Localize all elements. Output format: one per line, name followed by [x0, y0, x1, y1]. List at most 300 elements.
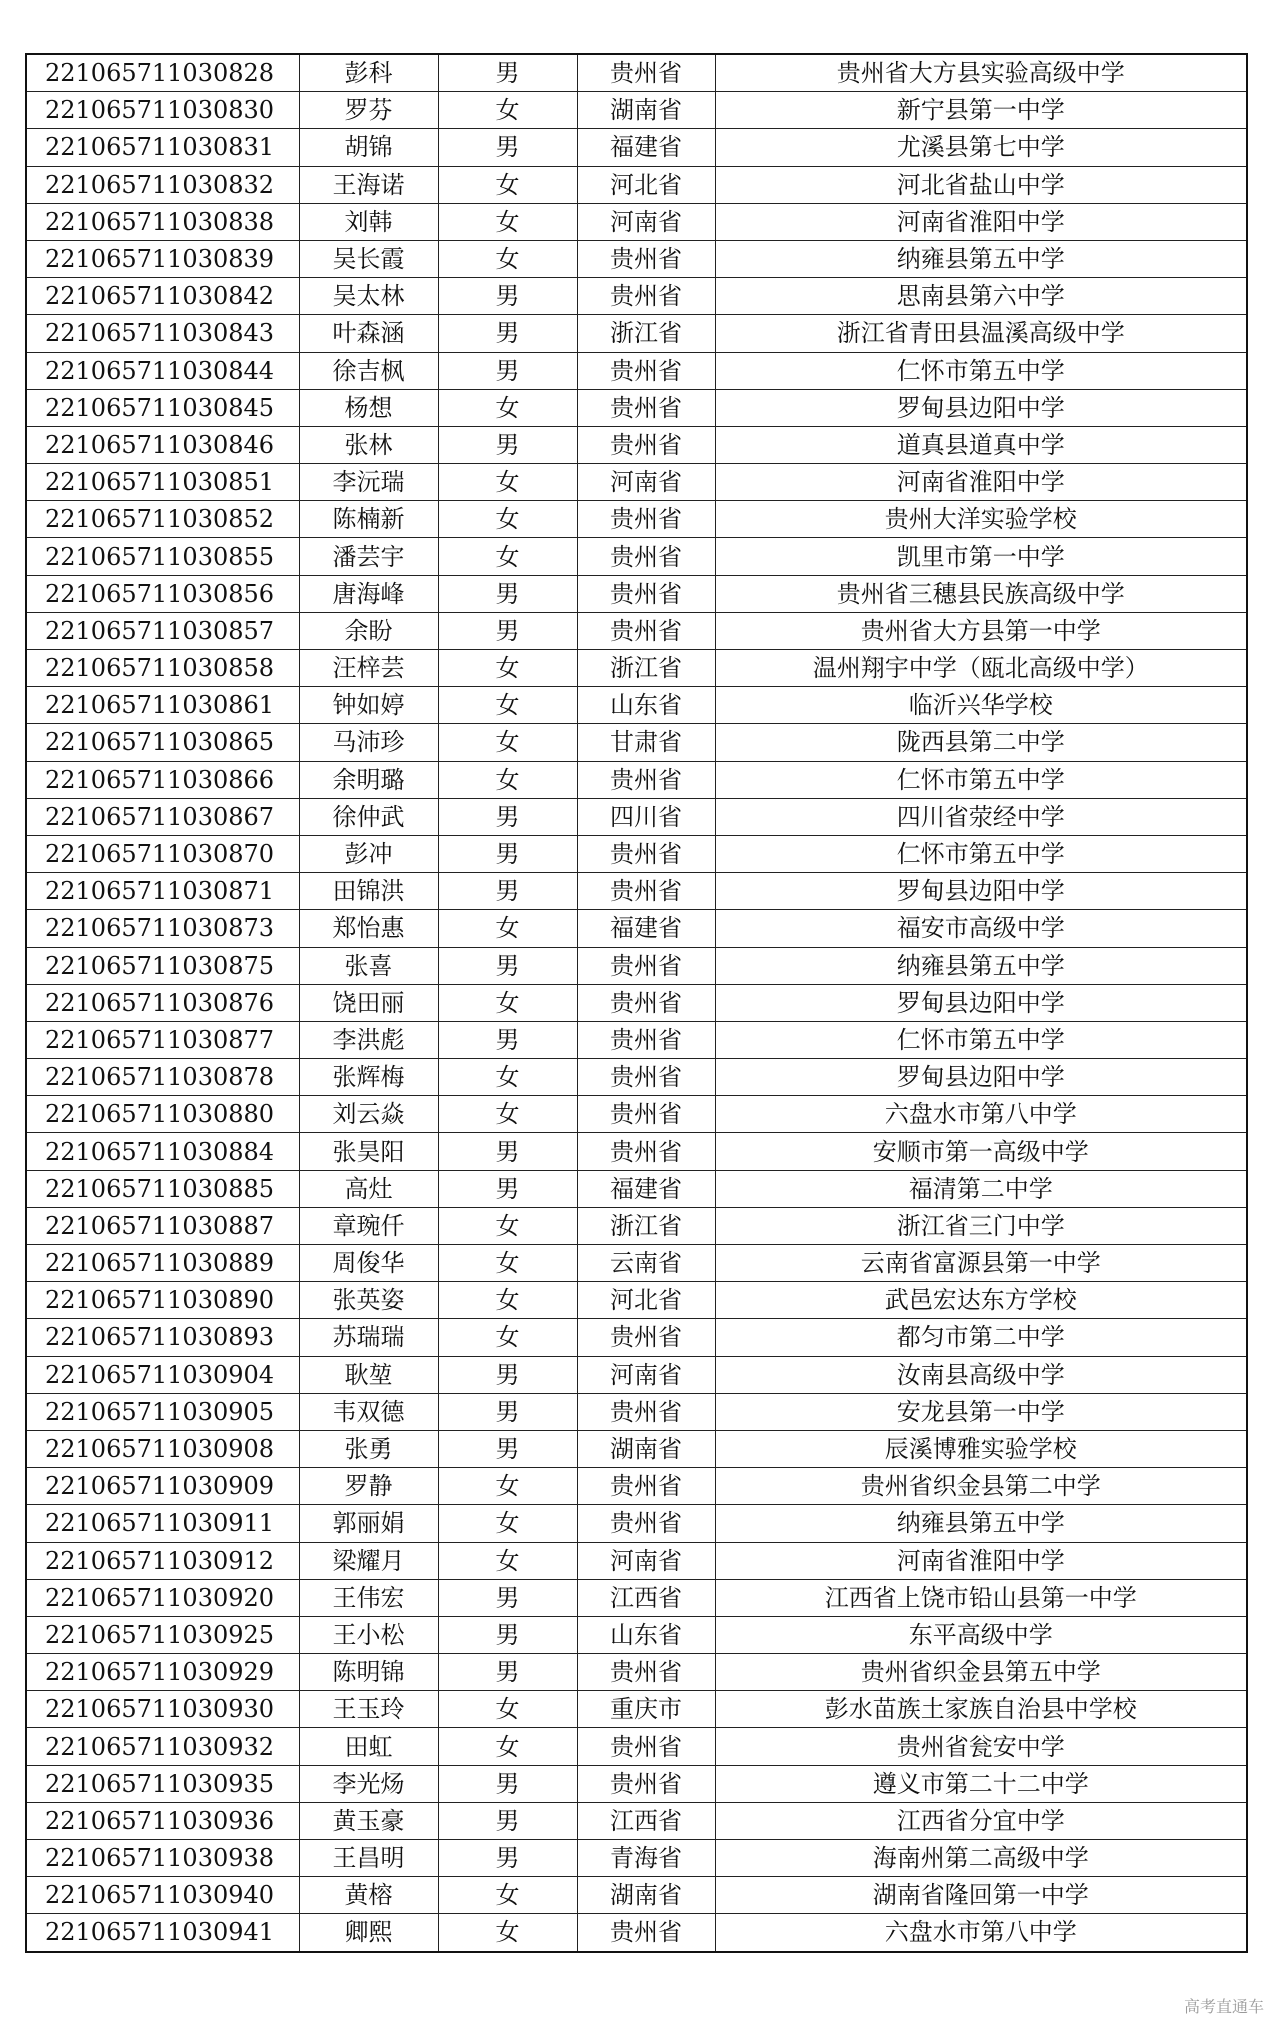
- table-row: [26, 1207, 1247, 1244]
- gender-cell: 男: [438, 315, 577, 352]
- school-cell: 武邑宏达东方学校: [715, 1282, 1247, 1319]
- province-cell: 贵州省: [577, 1021, 715, 1058]
- candidate-id-cell: 221065711030852: [26, 501, 299, 538]
- candidate-id-cell: 221065711030867: [26, 798, 299, 835]
- school-cell: 临沂兴华学校: [715, 687, 1247, 724]
- table-row: [26, 166, 1247, 203]
- name-cell: 高灶: [299, 1170, 438, 1207]
- table-row: [26, 1319, 1247, 1356]
- province-cell: 浙江省: [577, 650, 715, 687]
- name-cell: 周俊华: [299, 1245, 438, 1282]
- table-row: [26, 1802, 1247, 1839]
- table-row: [26, 1654, 1247, 1691]
- name-cell: 罗静: [299, 1468, 438, 1505]
- table-row: [26, 761, 1247, 798]
- school-cell: 东平高级中学: [715, 1616, 1247, 1653]
- candidate-id-cell: 221065711030861: [26, 687, 299, 724]
- candidate-id-cell: 221065711030912: [26, 1542, 299, 1579]
- school-cell: 仁怀市第五中学: [715, 761, 1247, 798]
- name-cell: 钟如婷: [299, 687, 438, 724]
- table-row: [26, 1468, 1247, 1505]
- name-cell: 罗芬: [299, 92, 438, 129]
- gender-cell: 女: [438, 240, 577, 277]
- gender-cell: 女: [438, 1282, 577, 1319]
- name-cell: 潘芸宇: [299, 538, 438, 575]
- candidate-id-cell: 221065711030938: [26, 1840, 299, 1877]
- province-cell: 贵州省: [577, 352, 715, 389]
- gender-cell: 男: [438, 129, 577, 166]
- province-cell: 浙江省: [577, 1207, 715, 1244]
- gender-cell: 男: [438, 1654, 577, 1691]
- name-cell: 唐海峰: [299, 575, 438, 612]
- school-cell: 贵州省大方县第一中学: [715, 612, 1247, 649]
- admission-table-body: [26, 54, 1247, 1952]
- name-cell: 郭丽娟: [299, 1505, 438, 1542]
- table-row: [26, 240, 1247, 277]
- candidate-id-cell: 221065711030846: [26, 426, 299, 463]
- candidate-id-cell: 221065711030890: [26, 1282, 299, 1319]
- school-cell: 纳雍县第五中学: [715, 1505, 1247, 1542]
- school-cell: 道真县道真中学: [715, 426, 1247, 463]
- school-cell: 六盘水市第八中学: [715, 1914, 1247, 1952]
- candidate-id-cell: 221065711030930: [26, 1691, 299, 1728]
- province-cell: 贵州省: [577, 1468, 715, 1505]
- gender-cell: 男: [438, 612, 577, 649]
- province-cell: 河南省: [577, 203, 715, 240]
- gender-cell: 男: [438, 1579, 577, 1616]
- table-row: [26, 910, 1247, 947]
- table-row: [26, 315, 1247, 352]
- school-cell: 河南省淮阳中学: [715, 1542, 1247, 1579]
- province-cell: 贵州省: [577, 426, 715, 463]
- table-row: [26, 501, 1247, 538]
- name-cell: 彭冲: [299, 835, 438, 872]
- candidate-id-cell: 221065711030832: [26, 166, 299, 203]
- school-cell: 罗甸县边阳中学: [715, 1059, 1247, 1096]
- name-cell: 苏瑞瑞: [299, 1319, 438, 1356]
- name-cell: 卿熙: [299, 1914, 438, 1952]
- gender-cell: 男: [438, 1170, 577, 1207]
- table-row: [26, 1728, 1247, 1765]
- school-cell: 仁怀市第五中学: [715, 1021, 1247, 1058]
- gender-cell: 男: [438, 575, 577, 612]
- gender-cell: 女: [438, 910, 577, 947]
- candidate-id-cell: 221065711030873: [26, 910, 299, 947]
- school-cell: 汝南县高级中学: [715, 1356, 1247, 1393]
- name-cell: 田锦洪: [299, 873, 438, 910]
- gender-cell: 女: [438, 1245, 577, 1282]
- school-cell: 河北省盐山中学: [715, 166, 1247, 203]
- name-cell: 陈明锦: [299, 1654, 438, 1691]
- candidate-id-cell: 221065711030884: [26, 1133, 299, 1170]
- candidate-id-cell: 221065711030880: [26, 1096, 299, 1133]
- school-cell: 浙江省三门中学: [715, 1207, 1247, 1244]
- candidate-id-cell: 221065711030920: [26, 1579, 299, 1616]
- name-cell: 黄玉豪: [299, 1802, 438, 1839]
- province-cell: 河北省: [577, 166, 715, 203]
- gender-cell: 男: [438, 1430, 577, 1467]
- gender-cell: 女: [438, 203, 577, 240]
- name-cell: 田虹: [299, 1728, 438, 1765]
- candidate-id-cell: 221065711030866: [26, 761, 299, 798]
- name-cell: 韦双德: [299, 1393, 438, 1430]
- school-cell: 安顺市第一高级中学: [715, 1133, 1247, 1170]
- candidate-id-cell: 221065711030851: [26, 464, 299, 501]
- school-cell: 江西省上饶市铅山县第一中学: [715, 1579, 1247, 1616]
- table-row: [26, 1616, 1247, 1653]
- name-cell: 张喜: [299, 947, 438, 984]
- gender-cell: 女: [438, 761, 577, 798]
- name-cell: 饶田丽: [299, 984, 438, 1021]
- province-cell: 重庆市: [577, 1691, 715, 1728]
- candidate-id-cell: 221065711030904: [26, 1356, 299, 1393]
- gender-cell: 女: [438, 538, 577, 575]
- province-cell: 贵州省: [577, 278, 715, 315]
- school-cell: 辰溪博雅实验学校: [715, 1430, 1247, 1467]
- candidate-id-cell: 221065711030935: [26, 1765, 299, 1802]
- name-cell: 王海诺: [299, 166, 438, 203]
- province-cell: 江西省: [577, 1579, 715, 1616]
- gender-cell: 女: [438, 166, 577, 203]
- province-cell: 四川省: [577, 798, 715, 835]
- school-cell: 海南州第二高级中学: [715, 1840, 1247, 1877]
- gender-cell: 女: [438, 1542, 577, 1579]
- gender-cell: 男: [438, 352, 577, 389]
- name-cell: 梁耀月: [299, 1542, 438, 1579]
- table-row: [26, 1840, 1247, 1877]
- province-cell: 贵州省: [577, 240, 715, 277]
- candidate-id-cell: 221065711030856: [26, 575, 299, 612]
- province-cell: 贵州省: [577, 947, 715, 984]
- name-cell: 余盼: [299, 612, 438, 649]
- table-row: [26, 1691, 1247, 1728]
- candidate-id-cell: 221065711030828: [26, 54, 299, 92]
- name-cell: 胡锦: [299, 129, 438, 166]
- name-cell: 王昌明: [299, 1840, 438, 1877]
- school-cell: 凯里市第一中学: [715, 538, 1247, 575]
- province-cell: 福建省: [577, 129, 715, 166]
- province-cell: 贵州省: [577, 538, 715, 575]
- gender-cell: 男: [438, 1840, 577, 1877]
- gender-cell: 女: [438, 1691, 577, 1728]
- name-cell: 张昊阳: [299, 1133, 438, 1170]
- candidate-id-cell: 221065711030844: [26, 352, 299, 389]
- gender-cell: 女: [438, 1468, 577, 1505]
- name-cell: 张英姿: [299, 1282, 438, 1319]
- table-row: [26, 129, 1247, 166]
- name-cell: 吴太林: [299, 278, 438, 315]
- province-cell: 贵州省: [577, 612, 715, 649]
- candidate-id-cell: 221065711030941: [26, 1914, 299, 1952]
- name-cell: 章琬仟: [299, 1207, 438, 1244]
- name-cell: 王玉玲: [299, 1691, 438, 1728]
- name-cell: 张林: [299, 426, 438, 463]
- table-row: [26, 278, 1247, 315]
- gender-cell: 男: [438, 1133, 577, 1170]
- school-cell: 六盘水市第八中学: [715, 1096, 1247, 1133]
- candidate-id-cell: 221065711030830: [26, 92, 299, 129]
- table-row: [26, 1430, 1247, 1467]
- province-cell: 贵州省: [577, 873, 715, 910]
- table-row: [26, 352, 1247, 389]
- candidate-id-cell: 221065711030865: [26, 724, 299, 761]
- school-cell: 罗甸县边阳中学: [715, 873, 1247, 910]
- table-row: [26, 947, 1247, 984]
- school-cell: 贵州省织金县第五中学: [715, 1654, 1247, 1691]
- school-cell: 贵州省三穗县民族高级中学: [715, 575, 1247, 612]
- name-cell: 陈楠新: [299, 501, 438, 538]
- gender-cell: 女: [438, 1059, 577, 1096]
- gender-cell: 女: [438, 1914, 577, 1952]
- gender-cell: 女: [438, 1877, 577, 1914]
- name-cell: 彭科: [299, 54, 438, 92]
- candidate-id-cell: 221065711030936: [26, 1802, 299, 1839]
- table-row: [26, 1356, 1247, 1393]
- gender-cell: 女: [438, 92, 577, 129]
- candidate-id-cell: 221065711030871: [26, 873, 299, 910]
- table-row: [26, 687, 1247, 724]
- school-cell: 河南省淮阳中学: [715, 464, 1247, 501]
- province-cell: 河南省: [577, 464, 715, 501]
- school-cell: 贵州大洋实验学校: [715, 501, 1247, 538]
- province-cell: 贵州省: [577, 1393, 715, 1430]
- gender-cell: 男: [438, 947, 577, 984]
- gender-cell: 男: [438, 278, 577, 315]
- candidate-id-cell: 221065711030877: [26, 1021, 299, 1058]
- table-row: [26, 724, 1247, 761]
- table-row: [26, 1133, 1247, 1170]
- province-cell: 贵州省: [577, 1654, 715, 1691]
- table-row: [26, 1170, 1247, 1207]
- province-cell: 浙江省: [577, 315, 715, 352]
- school-cell: 贵州省织金县第二中学: [715, 1468, 1247, 1505]
- school-cell: 仁怀市第五中学: [715, 835, 1247, 872]
- name-cell: 黄榕: [299, 1877, 438, 1914]
- province-cell: 贵州省: [577, 1133, 715, 1170]
- province-cell: 湖南省: [577, 1430, 715, 1467]
- name-cell: 李沅瑞: [299, 464, 438, 501]
- gender-cell: 女: [438, 1096, 577, 1133]
- name-cell: 徐吉枫: [299, 352, 438, 389]
- school-cell: 纳雍县第五中学: [715, 240, 1247, 277]
- gender-cell: 男: [438, 873, 577, 910]
- gender-cell: 男: [438, 1616, 577, 1653]
- candidate-id-cell: 221065711030908: [26, 1430, 299, 1467]
- candidate-id-cell: 221065711030909: [26, 1468, 299, 1505]
- school-cell: 遵义市第二十二中学: [715, 1765, 1247, 1802]
- school-cell: 陇西县第二中学: [715, 724, 1247, 761]
- table-row: [26, 1245, 1247, 1282]
- province-cell: 贵州省: [577, 389, 715, 426]
- candidate-id-cell: 221065711030878: [26, 1059, 299, 1096]
- candidate-id-cell: 221065711030843: [26, 315, 299, 352]
- name-cell: 耿堃: [299, 1356, 438, 1393]
- candidate-id-cell: 221065711030905: [26, 1393, 299, 1430]
- province-cell: 贵州省: [577, 1096, 715, 1133]
- province-cell: 甘肃省: [577, 724, 715, 761]
- candidate-id-cell: 221065711030858: [26, 650, 299, 687]
- name-cell: 吴长霞: [299, 240, 438, 277]
- name-cell: 叶森涵: [299, 315, 438, 352]
- name-cell: 余明璐: [299, 761, 438, 798]
- school-cell: 湖南省隆回第一中学: [715, 1877, 1247, 1914]
- school-cell: 新宁县第一中学: [715, 92, 1247, 129]
- name-cell: 王伟宏: [299, 1579, 438, 1616]
- admission-list-sheet: [25, 53, 1246, 1953]
- province-cell: 贵州省: [577, 761, 715, 798]
- table-row: [26, 389, 1247, 426]
- table-row: [26, 1877, 1247, 1914]
- name-cell: 刘韩: [299, 203, 438, 240]
- province-cell: 青海省: [577, 1840, 715, 1877]
- table-row: [26, 1914, 1247, 1952]
- candidate-id-cell: 221065711030887: [26, 1207, 299, 1244]
- candidate-id-cell: 221065711030929: [26, 1654, 299, 1691]
- province-cell: 贵州省: [577, 1914, 715, 1952]
- table-row: [26, 203, 1247, 240]
- school-cell: 云南省富源县第一中学: [715, 1245, 1247, 1282]
- name-cell: 徐仲武: [299, 798, 438, 835]
- candidate-id-cell: 221065711030893: [26, 1319, 299, 1356]
- name-cell: 郑怡惠: [299, 910, 438, 947]
- admission-table: [25, 53, 1248, 1953]
- gender-cell: 男: [438, 54, 577, 92]
- province-cell: 贵州省: [577, 1319, 715, 1356]
- candidate-id-cell: 221065711030925: [26, 1616, 299, 1653]
- gender-cell: 女: [438, 389, 577, 426]
- name-cell: 李光炀: [299, 1765, 438, 1802]
- province-cell: 贵州省: [577, 984, 715, 1021]
- province-cell: 福建省: [577, 1170, 715, 1207]
- school-cell: 江西省分宜中学: [715, 1802, 1247, 1839]
- school-cell: 彭水苗族土家族自治县中学校: [715, 1691, 1247, 1728]
- table-row: [26, 1505, 1247, 1542]
- candidate-id-cell: 221065711030876: [26, 984, 299, 1021]
- gender-cell: 女: [438, 1728, 577, 1765]
- table-row: [26, 1542, 1247, 1579]
- name-cell: 刘云焱: [299, 1096, 438, 1133]
- school-cell: 四川省荥经中学: [715, 798, 1247, 835]
- gender-cell: 男: [438, 1356, 577, 1393]
- table-row: [26, 575, 1247, 612]
- candidate-id-cell: 221065711030857: [26, 612, 299, 649]
- province-cell: 河北省: [577, 1282, 715, 1319]
- province-cell: 贵州省: [577, 1765, 715, 1802]
- school-cell: 温州翔宇中学（瓯北高级中学）: [715, 650, 1247, 687]
- province-cell: 贵州省: [577, 835, 715, 872]
- table-row: [26, 984, 1247, 1021]
- gender-cell: 男: [438, 1021, 577, 1058]
- school-cell: 纳雍县第五中学: [715, 947, 1247, 984]
- table-row: [26, 798, 1247, 835]
- candidate-id-cell: 221065711030839: [26, 240, 299, 277]
- candidate-id-cell: 221065711030940: [26, 1877, 299, 1914]
- table-row: [26, 873, 1247, 910]
- province-cell: 山东省: [577, 1616, 715, 1653]
- table-row: [26, 426, 1247, 463]
- table-row: [26, 650, 1247, 687]
- table-row: [26, 1393, 1247, 1430]
- school-cell: 浙江省青田县温溪高级中学: [715, 315, 1247, 352]
- gender-cell: 女: [438, 501, 577, 538]
- province-cell: 湖南省: [577, 92, 715, 129]
- province-cell: 云南省: [577, 1245, 715, 1282]
- gender-cell: 男: [438, 798, 577, 835]
- province-cell: 河南省: [577, 1356, 715, 1393]
- gender-cell: 女: [438, 984, 577, 1021]
- table-row: [26, 835, 1247, 872]
- name-cell: 杨想: [299, 389, 438, 426]
- candidate-id-cell: 221065711030911: [26, 1505, 299, 1542]
- school-cell: 贵州省大方县实验高级中学: [715, 54, 1247, 92]
- province-cell: 贵州省: [577, 575, 715, 612]
- school-cell: 都匀市第二中学: [715, 1319, 1247, 1356]
- province-cell: 贵州省: [577, 1728, 715, 1765]
- school-cell: 罗甸县边阳中学: [715, 984, 1247, 1021]
- table-row: [26, 538, 1247, 575]
- gender-cell: 男: [438, 1802, 577, 1839]
- candidate-id-cell: 221065711030838: [26, 203, 299, 240]
- candidate-id-cell: 221065711030855: [26, 538, 299, 575]
- school-cell: 贵州省瓮安中学: [715, 1728, 1247, 1765]
- gender-cell: 女: [438, 724, 577, 761]
- province-cell: 江西省: [577, 1802, 715, 1839]
- gender-cell: 男: [438, 426, 577, 463]
- watermark-text: 高考直通车: [1183, 1997, 1264, 2016]
- candidate-id-cell: 221065711030875: [26, 947, 299, 984]
- province-cell: 湖南省: [577, 1877, 715, 1914]
- name-cell: 汪梓芸: [299, 650, 438, 687]
- candidate-id-cell: 221065711030842: [26, 278, 299, 315]
- school-cell: 福清第二中学: [715, 1170, 1247, 1207]
- province-cell: 山东省: [577, 687, 715, 724]
- province-cell: 贵州省: [577, 54, 715, 92]
- school-cell: 河南省淮阳中学: [715, 203, 1247, 240]
- candidate-id-cell: 221065711030932: [26, 1728, 299, 1765]
- table-row: [26, 1059, 1247, 1096]
- table-row: [26, 464, 1247, 501]
- school-cell: 罗甸县边阳中学: [715, 389, 1247, 426]
- gender-cell: 女: [438, 464, 577, 501]
- table-row: [26, 1765, 1247, 1802]
- gender-cell: 女: [438, 687, 577, 724]
- province-cell: 河南省: [577, 1542, 715, 1579]
- gender-cell: 女: [438, 650, 577, 687]
- candidate-id-cell: 221065711030831: [26, 129, 299, 166]
- table-row: [26, 1579, 1247, 1616]
- table-row: [26, 1021, 1247, 1058]
- name-cell: 李洪彪: [299, 1021, 438, 1058]
- candidate-id-cell: 221065711030889: [26, 1245, 299, 1282]
- province-cell: 贵州省: [577, 1505, 715, 1542]
- province-cell: 贵州省: [577, 1059, 715, 1096]
- table-row: [26, 612, 1247, 649]
- name-cell: 马沛珍: [299, 724, 438, 761]
- name-cell: 张辉梅: [299, 1059, 438, 1096]
- gender-cell: 男: [438, 835, 577, 872]
- school-cell: 思南县第六中学: [715, 278, 1247, 315]
- gender-cell: 男: [438, 1765, 577, 1802]
- gender-cell: 女: [438, 1505, 577, 1542]
- gender-cell: 女: [438, 1207, 577, 1244]
- school-cell: 尤溪县第七中学: [715, 129, 1247, 166]
- table-row: [26, 1096, 1247, 1133]
- candidate-id-cell: 221065711030845: [26, 389, 299, 426]
- table-row: [26, 1282, 1247, 1319]
- gender-cell: 女: [438, 1319, 577, 1356]
- name-cell: 张勇: [299, 1430, 438, 1467]
- name-cell: 王小松: [299, 1616, 438, 1653]
